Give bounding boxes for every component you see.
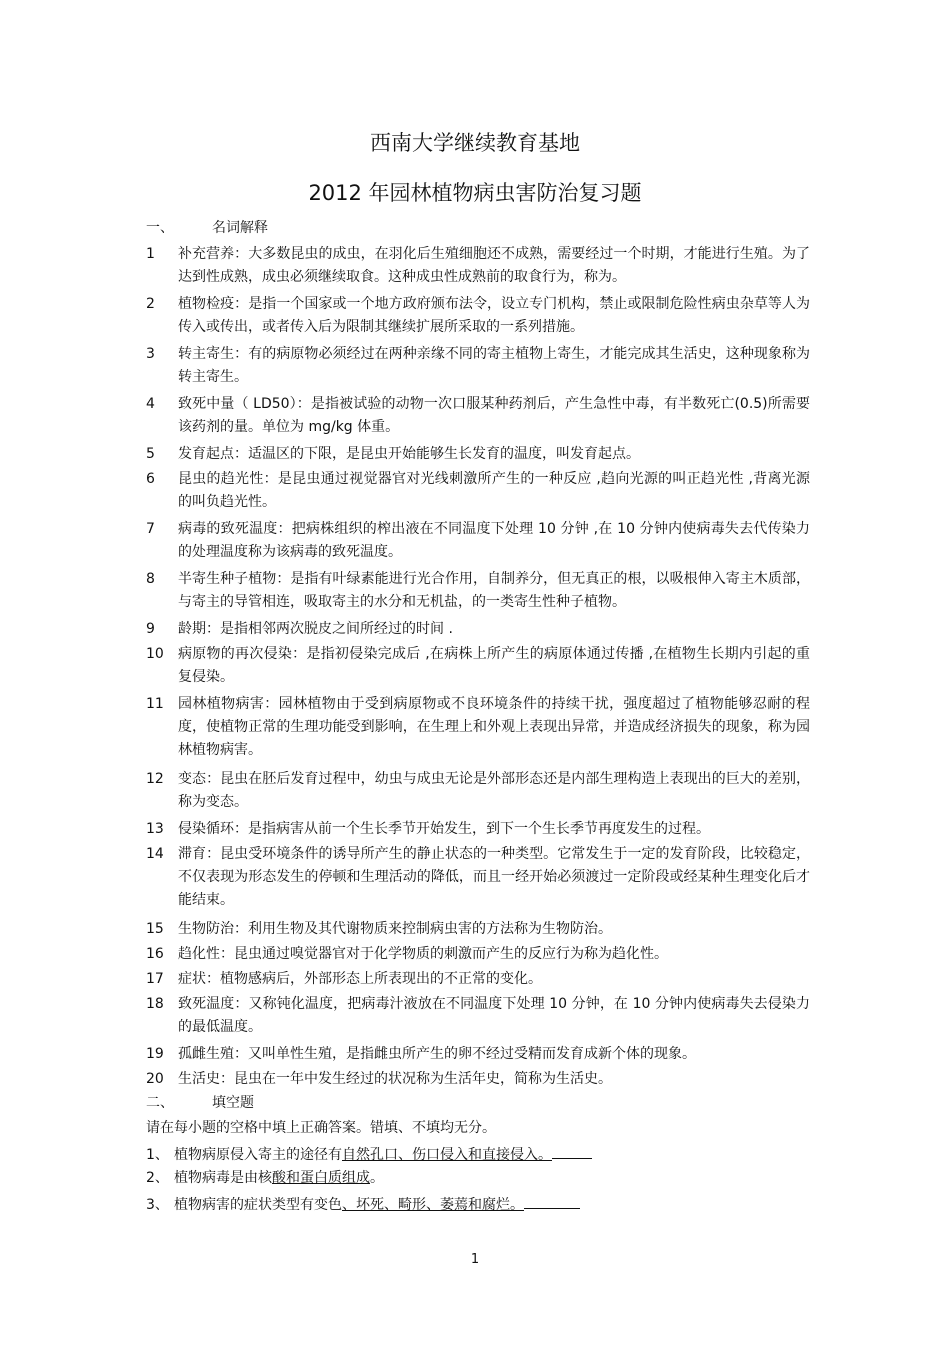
definition-item [146,443,810,466]
fill-in-item [146,1168,810,1188]
item-number: 16 [146,946,164,962]
item-answer: 、坏死、畸形、萎蔫和腐烂。 [342,1197,524,1213]
item-text: 植物病毒是由核 [174,1170,272,1186]
section-title: 填空题 [212,1095,254,1111]
item-number: 5 [146,446,155,462]
item-number: 6 [146,471,155,487]
item-text: 龄期：是指相邻两次脱皮之间所经过的时间 . [178,621,453,637]
item-number: 14 [146,846,164,862]
definition-item [146,943,810,966]
item-text: 发育起点：适温区的下限，是昆虫开始能够生长发育的温度，叫发育起点。 [178,446,640,462]
definition-item [146,568,810,614]
item-number: 1 [146,246,155,262]
item-number: 3 [146,346,155,362]
item-number: 17 [146,971,164,987]
item-number: 13 [146,821,164,837]
item-answer: 酸和蛋白质组成 [272,1170,370,1186]
item-text: 侵染循环：是指病害从前一个生长季节开始发生，到下一个生长季节再度发生的过程。 [178,821,710,837]
item-text: 植物病害的症状类型有变色 [174,1197,342,1213]
document-title: 西南大学继续教育基地 [370,131,580,155]
item-number: 4 [146,396,155,412]
definition-item [146,1068,810,1091]
definition-item [146,768,810,814]
definition-item [146,393,810,439]
definition-item [146,993,810,1039]
item-number: 8 [146,571,155,587]
item-text: 园林植物病害：园林植物由于受到病原物或不良环境条件的持续干扰，强度超过了植物能够忍耐的程度，使植物正常的生理功能受到影响，在生理上和外观上表现出异常，并造成经济损失的现象，称为园林植物病害。 [178,696,810,758]
item-number: 15 [146,921,164,937]
section-marker: 一、 [146,220,174,236]
item-text: 转主寄生：有的病原物必须经过在两种亲缘不同的寄主植物上寄生，才能完成其生活史，这种现象称为转主寄生。 [178,346,810,385]
item-text: 孤雌生殖：又叫单性生殖，是指雌虫所产生的卵不经过受精而发育成新个体的现象。 [178,1046,696,1062]
fill-in-item [146,1193,810,1215]
item-text: 致死温度：又称钝化温度，把病毒汁液放在不同温度下处理 10 分钟，在 10 分钟内使病毒失去侵染力的最低温度。 [178,996,810,1035]
definition-item [146,968,810,991]
item-text: 补充营养：大多数昆虫的成虫，在羽化后生殖细胞还不成熟，需要经过一个时期，才能进行生殖。为了达到性成熟，成虫必须继续取食。这种成虫性成熟前的取食行为，称为。 [178,246,810,285]
item-number: 11 [146,696,164,712]
section-heading-fill-in [146,1093,254,1113]
item-text: 植物检疫：是指一个国家或一个地方政府颁布法令，设立专门机构，禁止或限制危险性病虫杂草等人为传入或传出，或者传入后为限制其继续扩展所采取的一系列措施。 [178,296,810,335]
item-text: 植物病原侵入寄主的途径有 [174,1147,342,1163]
section-instructions: 请在每小题的空格中填上正确答案。错填、不填均无分。 [146,1120,496,1136]
item-text: 昆虫的趋光性：是昆虫通过视觉器官对光线刺激所产生的一种反应 ,趋向光源的叫正趋光性 ,背离光源的叫负趋光性。 [178,471,810,510]
item-number: 20 [146,1071,164,1087]
definition-item [146,343,810,389]
item-number: 7 [146,521,155,537]
definition-item [146,518,810,564]
item-text: 病毒的致死温度：把病株组织的榨出液在不同温度下处理 10 分钟 ,在 10 分钟内使病毒失去代传染力的处理温度称为该病毒的致死温度。 [178,521,810,560]
page-number: 1 [470,1252,480,1267]
definition-item [146,843,810,912]
section-heading-definitions [146,218,268,238]
definition-item [146,693,810,762]
definition-item [146,293,810,339]
item-text: 趋化性：昆虫通过嗅觉器官对于化学物质的刺激而产生的反应行为称为趋化性。 [178,946,668,962]
fill-in-item [146,1143,810,1165]
item-text: 症状：植物感病后，外部形态上所表现出的不正常的变化。 [178,971,542,987]
document-subtitle: 2012 年园林植物病虫害防治复习题 [308,181,642,205]
answer-blank [552,1143,592,1159]
item-answer: 自然孔口、伤口侵入和直接侵入。 [342,1147,552,1163]
definition-item [146,918,810,941]
answer-blank [524,1193,580,1209]
item-text: 生物防治：利用生物及其代谢物质来控制病虫害的方法称为生物防治。 [178,921,612,937]
definition-item [146,818,810,841]
definition-item [146,643,810,689]
item-number: 2、 [146,1170,169,1186]
item-text: 半寄生种子植物：是指有叶绿素能进行光合作用，自制养分，但无真正的根，以吸根伸入寄主木质部，与寄主的导管相连，吸取寄主的水分和无机盐，的一类寄生性种子植物。 [178,571,810,610]
item-text: 病原物的再次侵染：是指初侵染完成后 ,在病株上所产生的病原体通过传播 ,在植物生长期内引起的重复侵染。 [178,646,810,685]
item-number: 19 [146,1046,164,1062]
item-text: 滞育：昆虫受环境条件的诱导所产生的静止状态的一种类型。它常发生于一定的发育阶段，比较稳定，不仅表现为形态发生的停顿和生理活动的降低，而且一经开始必须渡过一定阶段或经某种生理变化后才能结束。 [178,846,810,908]
item-number: 2 [146,296,155,312]
definition-item [146,618,810,641]
item-number: 18 [146,996,164,1012]
item-text: 生活史：昆虫在一年中发生经过的状况称为生活年史，简称为生活史。 [178,1071,612,1087]
item-text: 变态：昆虫在胚后发育过程中，幼虫与成虫无论是外部形态还是内部生理构造上表现出的巨大的差别，称为变态。 [178,771,810,810]
definition-item [146,468,810,514]
item-number: 10 [146,646,164,662]
item-text-end: 。 [370,1170,384,1186]
item-number: 9 [146,621,155,637]
item-number: 3、 [146,1197,169,1213]
item-number: 12 [146,771,164,787]
section-marker: 二、 [146,1095,174,1111]
item-number: 1、 [146,1147,169,1163]
section-title: 名词解释 [212,220,268,236]
definition-item [146,1043,810,1066]
item-text: 致死中量（ LD50）：是指被试验的动物一次口服某种药剂后，产生急性中毒，有半数死亡(0.5)所需要该药剂的量。单位为 mg/kg 体重。 [178,396,810,435]
definition-item [146,243,810,289]
